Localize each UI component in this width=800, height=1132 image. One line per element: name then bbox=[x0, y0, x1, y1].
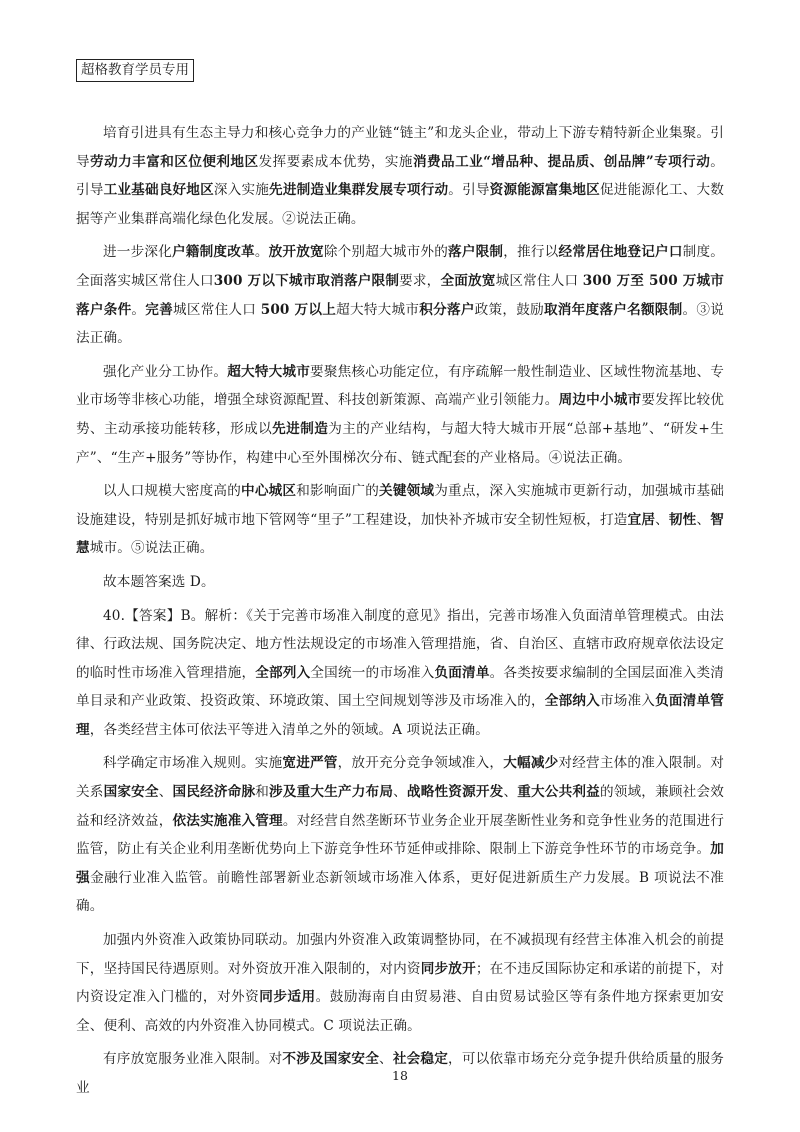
bold-text: 国家安全 bbox=[103, 784, 159, 801]
bold-text: 涉及重大生产力布局 bbox=[269, 784, 394, 801]
text-run: 为重点，深入实施城市更新行动，加强城市基础设施建设，特别是抓好城市地下管网等“里子”工程建设，加快补齐城市安全韧性短板，打造 bbox=[76, 483, 724, 528]
text-run: 的领域，兼顾社会效益和经济效益， bbox=[76, 784, 724, 829]
text-run: 超大特大城市 bbox=[336, 301, 420, 318]
text-run: 政策，鼓励 bbox=[474, 301, 544, 318]
paragraph bbox=[76, 238, 724, 352]
bold-text: 韧性 bbox=[668, 511, 697, 528]
page-number: 18 bbox=[392, 1068, 408, 1083]
bold-text: 超大特大城市 bbox=[227, 363, 311, 380]
text-run: 。各类按要求编制的全国层面准入类清单目录和产业政策、投资政策、环境政策、国土空间规划等涉及市场准入的， bbox=[76, 664, 724, 710]
bold-text: 消费品工业“增品种、提品质、创品牌”专项行动 bbox=[412, 153, 711, 170]
text-run: 加强内外资准入政策协同联动。加强内外资准入政策调整协同，在不减损现有经营主体准入机会的前提下，坚持国民待遇原则。对外资放开准入限制的，对内资 bbox=[76, 932, 724, 977]
text-run: 除个别超大城市外的 bbox=[323, 244, 449, 261]
text-run: 要求， bbox=[399, 272, 441, 289]
text-run: 科学确定市场准入规则。实施 bbox=[103, 755, 283, 772]
bold-text: 智慧 bbox=[76, 511, 724, 557]
bold-text: 不涉及国家安全 bbox=[282, 1051, 380, 1068]
bold-text: 宜居 bbox=[627, 511, 656, 528]
bold-text: 负面清单管理 bbox=[76, 693, 724, 738]
text-run: ，可以依靠市场充分竞争提升供给质量的服务业 bbox=[76, 1051, 724, 1096]
bold-text: 300 万至 500 万城市落户条件 bbox=[76, 272, 725, 318]
text-run: 全国统一的市场准入 bbox=[310, 664, 435, 681]
text-run: 故本题答案选 D。 bbox=[103, 573, 215, 590]
text-run: 培育引进具有生态主导力和核心竞争力的产业链“链主”和龙头企业，带动上下游专精特新企业集聚。引导 bbox=[76, 125, 724, 170]
bold-text: 关键领域 bbox=[379, 483, 435, 500]
bold-text: 500 万以上 bbox=[260, 301, 337, 318]
watermark-header-label: 超格教育学员专用 bbox=[76, 59, 194, 82]
text-run: 有序放宽服务业准入限制。对 bbox=[103, 1051, 283, 1068]
text-run: ，各类经营主体可依法平等进入清单之外的领域。A 项说法正确。 bbox=[89, 721, 490, 738]
bold-text: 负面清单 bbox=[434, 664, 490, 681]
bold-text: 先进制造业集群发展专项行动 bbox=[269, 182, 449, 199]
text-run: 、 bbox=[379, 1051, 393, 1068]
text-run: 。③说法正确。 bbox=[76, 301, 724, 347]
paragraph bbox=[76, 358, 724, 472]
text-run: 为主的产业结构，与超大特大城市开展“总部+基地”、“研发+生产”、“生产+服务”等协作，构建中心至外围梯次分布、链式配套的产业格局。④说法正确。 bbox=[76, 420, 724, 466]
bold-text: 社会稳定 bbox=[392, 1051, 449, 1068]
bold-text: 经常居住地登记户口 bbox=[558, 244, 683, 261]
text-run: 和影响面广的 bbox=[296, 483, 380, 500]
bold-text: 周边中小城市 bbox=[558, 392, 642, 409]
text-run: 促进能源化工、大数据等产业集群高端化绿色化发展。②说法正确。 bbox=[76, 182, 725, 227]
paragraph bbox=[76, 477, 724, 563]
text-run: ，放开充分竞争领域准入， bbox=[337, 755, 504, 772]
bold-text: 同步放开 bbox=[420, 960, 476, 977]
bold-text: 工业基础良好地区 bbox=[103, 182, 214, 199]
bold-text: 300 万以下城市取消落户限制 bbox=[213, 272, 400, 289]
bold-text: 依法实施准入管理 bbox=[172, 812, 283, 829]
text-run: 发挥要素成本优势，实施 bbox=[258, 153, 413, 170]
paragraph bbox=[76, 926, 724, 1040]
bold-text: 同步适用 bbox=[259, 989, 316, 1006]
bold-text: 先进制造 bbox=[272, 420, 329, 437]
text-run: 强化产业分工协作。 bbox=[103, 363, 228, 380]
text-run: ，推行以 bbox=[503, 244, 559, 261]
bold-text: 全部纳入 bbox=[544, 693, 600, 710]
paragraph bbox=[76, 119, 724, 233]
text-run: 对经营主体的准入限制。对关系 bbox=[76, 755, 724, 801]
text-run: 。鼓励海南自由贸易港、自由贸易试验区等有条件地方探索更加安全、便利、高效的内外资准入协同模式。C 项说法正确。 bbox=[76, 989, 725, 1034]
bold-text: 全面放宽 bbox=[440, 272, 496, 289]
text-run: 、 bbox=[655, 511, 669, 528]
text-run: 进一步深化 bbox=[103, 244, 172, 261]
text-run: 、 bbox=[393, 784, 407, 801]
text-run: 以人口规模大密度高的 bbox=[103, 483, 242, 500]
bold-text: 取消年度落户名额限制 bbox=[543, 301, 683, 318]
bold-text: 劳动力丰富和区位便利地区 bbox=[90, 153, 259, 170]
text-run: 。 bbox=[254, 244, 269, 261]
text-run: 金融行业准入监管。前瞻性部署新业态新领域市场准入体系，更好促进新质生产力发展。B 项说法不准确。 bbox=[76, 869, 724, 915]
bold-text: 放开放宽 bbox=[268, 244, 324, 261]
text-run: 要发挥比较优势、主动承接功能转移，形成以 bbox=[76, 392, 724, 437]
text-run: 制度。全面落实城区常住人口 bbox=[76, 244, 724, 289]
text-run: 。引导 bbox=[76, 153, 725, 199]
paragraph bbox=[76, 602, 724, 745]
text-run: 、 bbox=[503, 784, 518, 801]
paragraph bbox=[76, 749, 724, 921]
paragraph bbox=[76, 568, 724, 597]
bold-text: 中心城区 bbox=[241, 483, 297, 500]
text-run: 城市。⑤说法正确。 bbox=[89, 540, 214, 557]
bold-text: 重大公共利益 bbox=[517, 784, 600, 801]
text-run: 。引导 bbox=[448, 182, 490, 199]
text-run: 。 bbox=[131, 301, 146, 318]
bold-text: 大幅减少 bbox=[503, 755, 559, 772]
text-run: 。对经营自然垄断环节业务企业开展垄断性业务和竞争性业务的范围进行监管，防止有关企业利用垄断优势向上下游竞争性环节延伸或排除、限制上下游竞争性环节的市场竞争。 bbox=[76, 812, 724, 858]
text-run: 市场准入 bbox=[599, 693, 656, 710]
bold-text: 积分落户 bbox=[419, 301, 475, 318]
text-run: 城区常住人口 bbox=[495, 272, 583, 289]
bold-text: 资源能源富集地区 bbox=[489, 182, 600, 199]
bold-text: 全部列入 bbox=[255, 664, 311, 681]
text-run: 和 bbox=[255, 784, 270, 801]
bold-text: 加强 bbox=[76, 841, 724, 886]
bold-text: 国民经济命脉 bbox=[172, 784, 256, 801]
bold-text: 完善 bbox=[145, 301, 173, 318]
text-run: 、 bbox=[158, 784, 173, 801]
bold-text: 落户限制 bbox=[448, 244, 504, 261]
text-run: 40.【答案】B。解析：《关于完善市场准入制度的意见》指出，完善市场准入负面清单管理模式。由法律、行政法规、国务院决定、地方性法规设定的市场准入管理措施，省、自治区、直辖市政府规章依法设定的临时性市场准入管理措施， bbox=[76, 607, 724, 681]
bold-text: 户籍制度改革 bbox=[172, 244, 255, 261]
bold-text: 战略性资源开发 bbox=[406, 784, 504, 801]
text-run: 、 bbox=[696, 511, 711, 528]
text-run: 要聚焦核心功能定位，有序疏解一般性制造业、区域性物流基地、专业市场等非核心功能，增强全球资源配置、科技创新策源、高端产业引领能力。 bbox=[76, 363, 724, 409]
document-body bbox=[76, 119, 724, 1103]
text-run: 深入实施 bbox=[213, 182, 270, 199]
bold-text: 宽进严管 bbox=[282, 755, 338, 772]
text-run: ；在不违反国际协定和承诺的前提下，对内资设定准入门槛的，对外资 bbox=[76, 960, 724, 1006]
text-run: 城区常住人口 bbox=[173, 301, 261, 318]
